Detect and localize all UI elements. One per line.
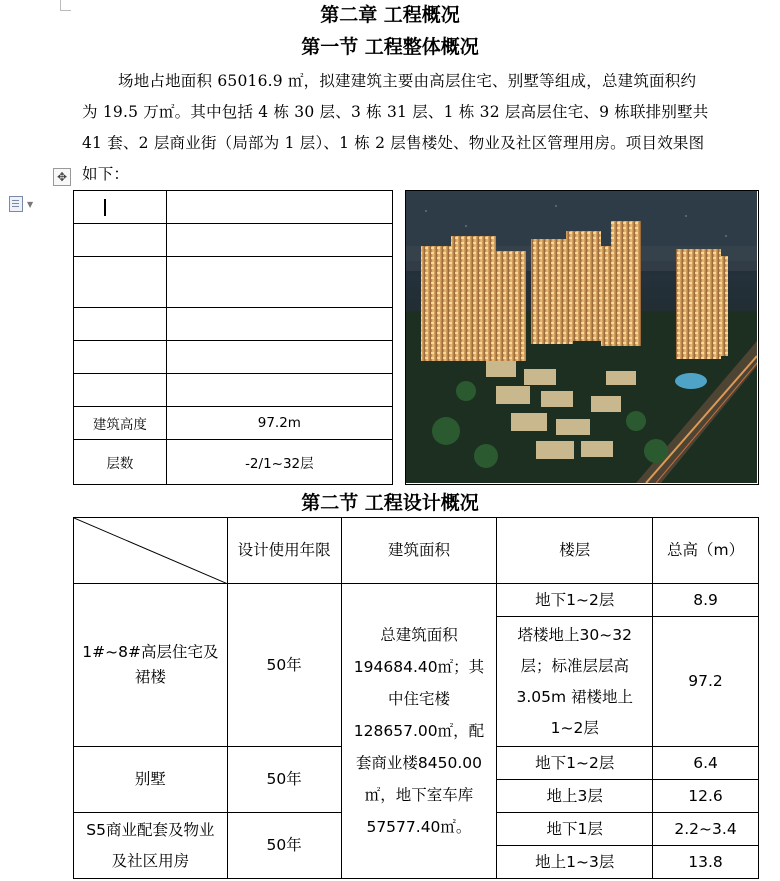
area-summary-cell[interactable]: 总建筑面积194684.40㎡；其中住宅楼128657.00㎡，配套商业楼8450.00㎡，地下室车库57577.40㎡。 [341,584,497,879]
group-name-highrise[interactable]: 1#~8#高层住宅及裙楼 [74,584,228,747]
overview-value-cell[interactable] [166,224,392,257]
section-title-overall: 第一节 工程整体概况 [301,36,479,58]
overview-table [73,190,759,485]
building-height-label[interactable]: 建筑高度 [74,407,167,440]
header-floors[interactable]: 楼层 [497,518,653,584]
height-cell[interactable]: 6.4 [653,747,759,780]
floors-cell[interactable]: 塔楼地上30~32层；标准层层高3.05m 裙楼地上1~2层 [497,617,653,747]
floors-cell[interactable]: 地下1~2层 [497,584,653,617]
overview-label-cell[interactable] [74,191,167,224]
floors-cell[interactable]: 地下1~2层 [497,747,653,780]
chapter-title: 第二章 工程概况 [320,4,460,26]
header-height[interactable]: 总高（m） [653,518,759,584]
overview-label-cell[interactable] [74,257,167,308]
floors-cell[interactable]: 地下1层 [497,813,653,846]
floors-label[interactable]: 层数 [74,440,167,485]
intro-paragraph [82,66,758,190]
intro-line: 如下： [82,165,130,183]
overview-label-cell[interactable] [74,224,167,257]
intro-line: 41 套、2 层商业街（局部为 1 层）、1 栋 2 层售楼处、物业及社区管理用房。项目效果图 [82,134,705,152]
overview-value-cell[interactable] [166,341,392,374]
overview-label-cell[interactable] [74,308,167,341]
floors-value[interactable]: -2/1~32层 [166,440,392,485]
height-cell[interactable]: 2.2~3.4 [653,813,759,846]
floors-cell[interactable]: 地上3层 [497,780,653,813]
height-cell[interactable]: 12.6 [653,780,759,813]
height-cell[interactable]: 8.9 [653,584,759,617]
height-cell[interactable]: 13.8 [653,846,759,879]
header-life[interactable]: 设计使用年限 [227,518,341,584]
group-life-villa[interactable]: 50年 [227,747,341,813]
group-life-commercial[interactable]: 50年 [227,813,341,879]
diagonal-line [74,518,228,584]
overview-value-cell[interactable] [166,308,392,341]
header-area[interactable]: 建筑面积 [341,518,497,584]
gap-cell [393,191,406,485]
intro-line: 为 19.5 万㎡。其中包括 4 栋 30 层、3 栋 31 层、1 栋 32 层高层住宅、9 栋联排别墅共 [82,103,709,121]
overview-value-cell[interactable] [166,257,392,308]
building-height-value[interactable]: 97.2m [166,407,392,440]
overview-label-cell[interactable] [74,341,167,374]
intro-line: 场地占地面积 65016.9 ㎡，拟建建筑主要由高层住宅、别墅等组成，总建筑面积约 [118,72,697,90]
overview-value-cell[interactable] [166,374,392,407]
group-life-highrise[interactable]: 50年 [227,584,341,747]
table-move-handle-icon[interactable]: ✥ [53,168,71,186]
height-cell[interactable]: 97.2 [653,617,759,747]
project-rendering-image [406,191,757,483]
section-title-design: 第二节 工程设计概况 [301,492,479,514]
text-cursor [104,199,106,216]
group-name-commercial[interactable]: S5商业配套及物业及社区用房 [74,813,228,879]
rendering-cell [405,191,758,485]
floors-cell[interactable]: 地上1~3层 [497,846,653,879]
design-table [73,517,759,879]
group-name-villa[interactable]: 别墅 [74,747,228,813]
document-icon[interactable] [9,196,23,212]
diagonal-header-cell[interactable] [74,518,228,584]
dropdown-caret-icon[interactable]: ▼ [27,200,34,209]
overview-label-cell[interactable] [74,374,167,407]
overview-value-cell[interactable] [166,191,392,224]
